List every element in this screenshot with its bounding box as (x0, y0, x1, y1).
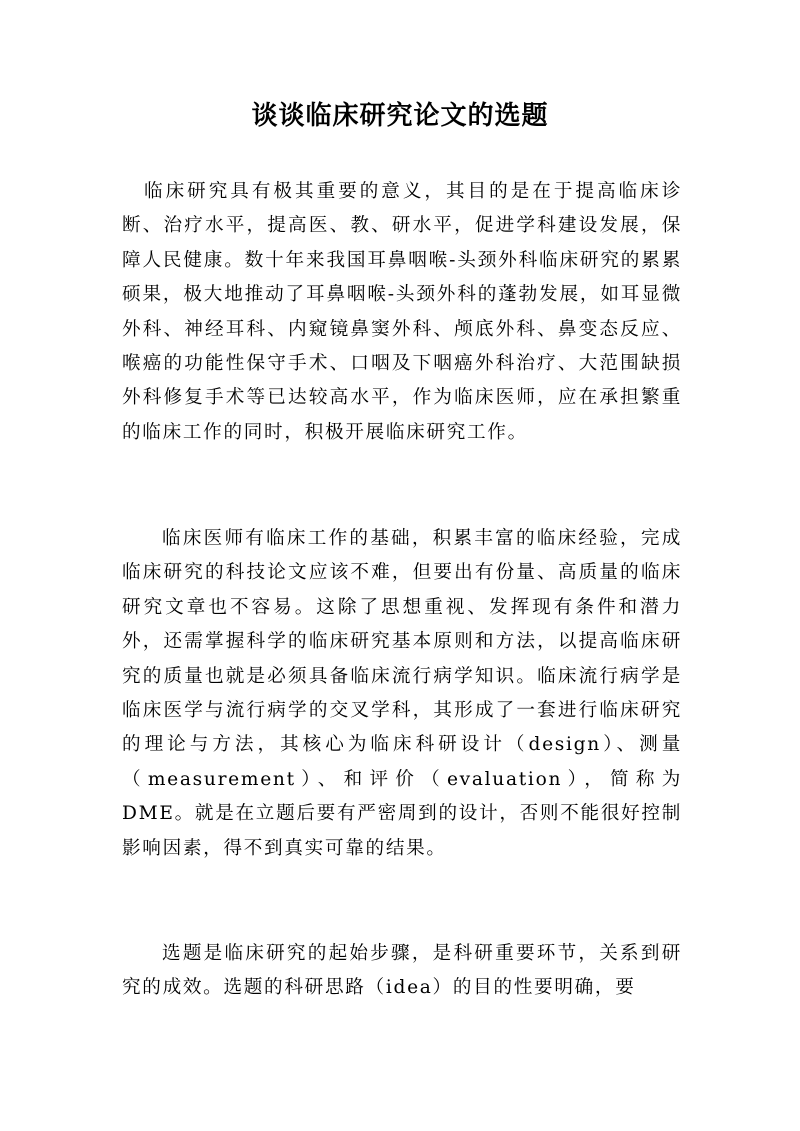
paragraph-3: 选题是临床研究的起始步骤，是科研重要环节，关系到研究的成效。选题的科研思路（idea）的目的性要明确，要 (122, 943, 682, 999)
document-title: 谈谈临床研究论文的选题 (251, 101, 549, 131)
paragraph-2: 临床医师有临床工作的基础，积累丰富的临床经验，完成临床研究的科技论文应该不难，但要出有份量、高质量的临床研究文章也不容易。这除了思想重视、发挥现有条件和潜力外，还需掌握科学的临床研究基本原则和方法，以提高临床研究的质量也就是必须具备临床流行病学知识。临床流行病学是临床医学与流行病学的交叉学科，其形成了一套进行临床研究的理论与方法，其核心为临床科研设计（design）、测量（measurement）、和评价（evaluation），简称为DME。就是在立题后要有严密周到的设计，否则不能很好控制影响因素，得不到真实可靠的结果。 (122, 528, 682, 859)
paragraph-1: 临床研究具有极其重要的意义，其目的是在于提高临床诊断、治疗水平，提高医、教、研水平，促进学科建设发展，保障人民健康。数十年来我国耳鼻咽喉-头颈外科临床研究的累累硕果，极大地推动了耳鼻咽喉-头颈外科的蓬勃发展，如耳显微外科、神经耳科、内窥镜鼻窦外科、颅底外科、鼻变态反应、喉癌的功能性保守手术、口咽及下咽癌外科治疗、大范围缺损外科修复手术等已达较高水平，作为临床医师，应在承担繁重的临床工作的同时，积极开展临床研究工作。 (122, 181, 682, 443)
